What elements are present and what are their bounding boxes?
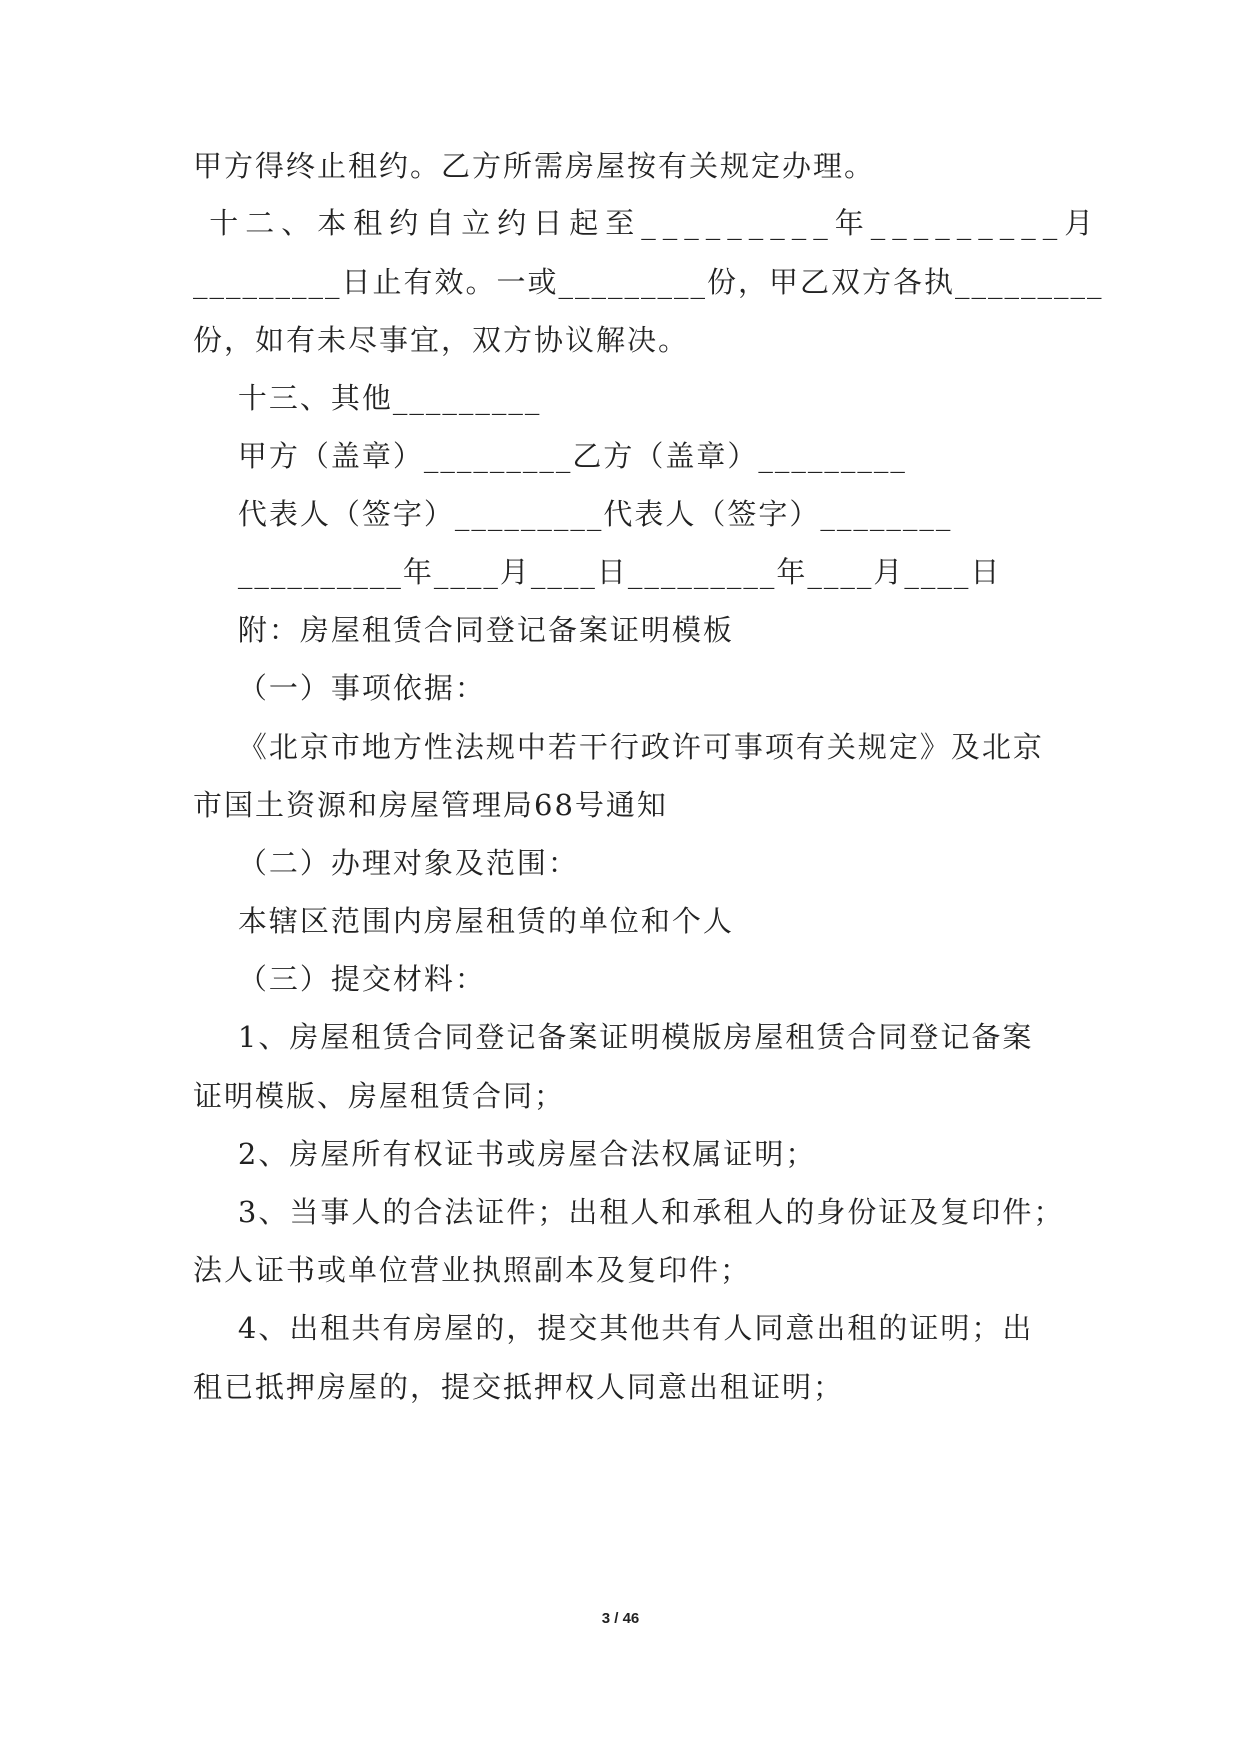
text-line: __________年____月____日_________年____月____日 xyxy=(193,555,1002,589)
text-line: （一）事项依据： xyxy=(193,671,486,705)
text-line: 附：房屋租赁合同登记备案证明模板 xyxy=(193,613,734,647)
text-line: 3、当事人的合法证件；出租人和承租人的身份证及复印件； xyxy=(193,1195,1065,1229)
text-line: 租已抵押房屋的，提交抵押权人同意出租证明； xyxy=(193,1370,845,1404)
text-line: （三）提交材料： xyxy=(193,962,486,996)
text-line: _________日止有效。一或_________份，甲乙双方各执_________ xyxy=(193,265,1104,299)
text-line: 本辖区范围内房屋租赁的单位和个人 xyxy=(193,904,734,938)
text-line: 《北京市地方性法规中若干行政许可事项有关规定》及北京 xyxy=(193,730,1044,764)
text-line: 十二、本租约自立约日起至_________年_________月 xyxy=(193,206,1101,240)
text-line: 份，如有未尽事宜，双方协议解决。 xyxy=(193,323,690,357)
text-line: 2、房屋所有权证书或房屋合法权属证明； xyxy=(193,1137,817,1171)
text-line: 法人证书或单位营业执照副本及复印件； xyxy=(193,1253,752,1287)
text-line: 1、房屋租赁合同登记备案证明模版房屋租赁合同登记备案 xyxy=(193,1020,1034,1054)
text-line: 代表人（签字）_________代表人（签字）________ xyxy=(193,497,953,531)
text-line: 十三、其他_________ xyxy=(193,381,542,415)
text-line: 甲方得终止租约。乙方所需房屋按有关规定办理。 xyxy=(193,149,876,183)
text-line: 4、出租共有房屋的，提交其他共有人同意出租的证明；出 xyxy=(193,1311,1034,1345)
text-line: 甲方（盖章）_________乙方（盖章）_________ xyxy=(193,439,907,473)
text-line: （二）办理对象及范围： xyxy=(193,846,579,880)
text-line: 市国土资源和房屋管理局68号通知 xyxy=(193,788,668,822)
text-line: 证明模版、房屋租赁合同； xyxy=(193,1079,566,1113)
page-number: 3 / 46 xyxy=(601,1610,640,1627)
